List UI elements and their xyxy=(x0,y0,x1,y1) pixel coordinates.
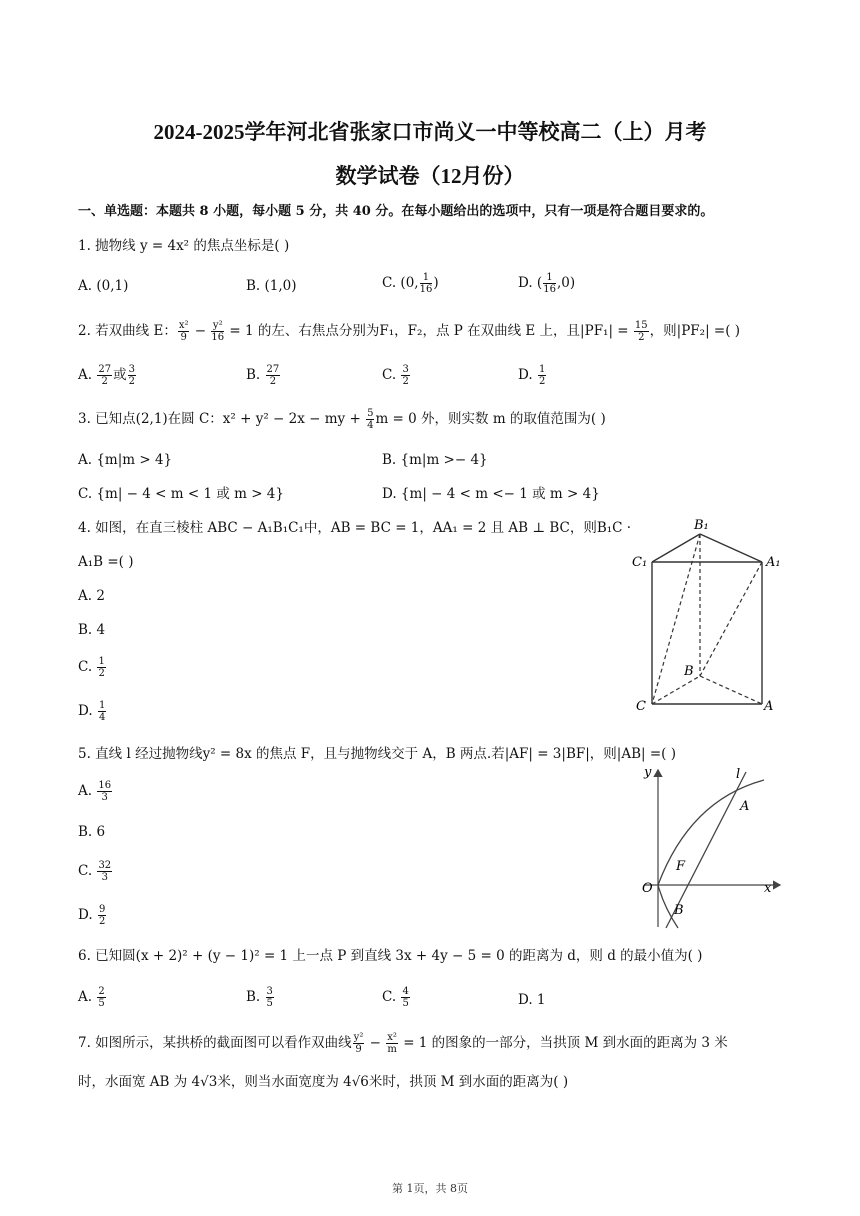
parabola-upper xyxy=(658,780,764,885)
question-6-stem: 6. 已知圆(x + 2)² + (y − 1)² = 1 上一点 P 到直线 3x + 4y − 5 = 0 的距离为 d，则 d 的最小值为( ) xyxy=(78,948,703,964)
label-c: C xyxy=(636,699,646,714)
q1-option-a: A. (0,1) xyxy=(78,278,129,294)
question-7-stem-line2: 时，水面宽 AB 为 4√3米，则当水面宽度为 4√6米时，拱顶 M 到水面的距离为( ) xyxy=(78,1074,569,1090)
question-5-stem: 5. 直线 l 经过抛物线y² = 8x 的焦点 F，且与抛物线交于 A，B 两点.若|AF| = 3|BF|，则|AB| =( ) xyxy=(78,746,676,762)
q6-option-c: C. $\frac{4}{5}$ xyxy=(382,986,409,1009)
page-footer: 第 1页，共 8页 xyxy=(392,1182,468,1195)
label-b: B xyxy=(674,903,684,918)
q4-option-d: D. $\frac{1}{4}$ xyxy=(78,700,106,723)
q6-option-d: D. 1 xyxy=(518,992,546,1008)
edge-c-b xyxy=(652,676,700,704)
q4-option-b: B. 4 xyxy=(78,622,106,638)
q5-option-c: C. $\frac{32}{3}$ xyxy=(78,860,112,883)
page-title: 2024-2025学年河北省张家口市尚义一中等校高二（上）月考 xyxy=(153,120,707,144)
label-b1: B₁ xyxy=(694,518,709,533)
question-7-stem-line1: 7. 如图所示，某拱桥的截面图可以看作双曲线 $\frac{\text{y²}}{9}$ − $\frac{\text{x²}}{m}$ = 1 的图象的一部分，当拱顶 M 到水面的距离为 3 米 xyxy=(78,1032,728,1055)
q2-option-d: D. $\frac{1}{2}$ xyxy=(518,364,546,387)
q6-option-a: A. $\frac{2}{5}$ xyxy=(78,986,105,1009)
q4-option-a: A. 2 xyxy=(78,588,105,604)
page-subtitle: 数学试卷（12月份） xyxy=(335,164,525,188)
q6-option-b: B. $\frac{3}{5}$ xyxy=(246,986,273,1009)
question-3-stem: 3. 已知点(2,1)在圆 C：x² + y² − 2x − my + $\frac{5}{4}$ m = 0 外，则实数 m 的取值范围为( ) xyxy=(78,408,606,431)
parabola-figure xyxy=(630,762,790,934)
label-y: y xyxy=(644,765,652,780)
prism-figure xyxy=(630,512,790,722)
q3-option-c: C. {m| − 4 < m < 1 或 m > 4} xyxy=(78,486,284,502)
q1-option-d: D. ( $\frac{1}{16}$ ,0) xyxy=(518,272,576,295)
label-x: x xyxy=(764,881,772,896)
q5-option-a: A. $\frac{16}{3}$ xyxy=(78,780,112,803)
question-4-stem-line1: 4. 如图，在直三棱柱 ABC − A₁B₁C₁中，AB = BC = 1，AA₁ = 2 且 AB ⊥ BC，则B₁C · xyxy=(78,520,632,536)
q2-option-b: B. $\frac{27}{2}$ xyxy=(246,364,280,387)
label-l: l xyxy=(736,767,741,782)
q1-option-c: C. (0, $\frac{1}{16}$ ) xyxy=(382,272,439,295)
q4-option-c: C. $\frac{1}{2}$ xyxy=(78,656,105,679)
label-b: B xyxy=(684,664,694,679)
label-c1: C₁ xyxy=(632,555,648,570)
label-f: F xyxy=(676,859,686,874)
label-a1: A₁ xyxy=(766,555,781,570)
label-a: A xyxy=(764,699,774,714)
question-4-stem-line2: A₁B =( ) xyxy=(78,554,134,570)
edge-b-a xyxy=(700,676,762,704)
section-heading: 一、单选题：本题共 8 小题，每小题 5 分，共 40 分。在每小题给出的选项中，只有一项是符合题目要求的。 xyxy=(78,204,714,219)
label-a: A xyxy=(740,799,750,814)
diagonal-a1-b xyxy=(700,562,762,676)
label-o: O xyxy=(642,881,653,896)
q3-option-d: D. {m| − 4 < m <− 1 或 m > 4} xyxy=(382,486,600,502)
q3-option-b: B. {m|m >− 4} xyxy=(382,452,488,468)
question-2-stem: 2. 若双曲线 E： $\frac{\text{x²}}{9}$ − $\frac{\text{y²}}{16}$ = 1 的左、右焦点分别为F₁，F₂，点 P 在双曲线 E 上，且|PF₁| = $\frac{15}{2}$ ，则|PF₂| =( ) xyxy=(78,320,741,343)
question-1-stem: 1. 抛物线 y = 4x² 的焦点坐标是( ) xyxy=(78,238,290,254)
q5-option-b: B. 6 xyxy=(78,824,106,840)
q2-option-c: C. $\frac{3}{2}$ xyxy=(382,364,409,387)
q5-option-d: D. $\frac{9}{2}$ xyxy=(78,904,106,927)
q1-option-b: B. (1,0) xyxy=(246,278,297,294)
q2-option-a: A. $\frac{27}{2}$ 或 $\frac{3}{2}$ xyxy=(78,364,135,387)
q3-option-a: A. {m|m > 4} xyxy=(78,452,173,468)
edge-b1-a1 xyxy=(700,534,762,562)
